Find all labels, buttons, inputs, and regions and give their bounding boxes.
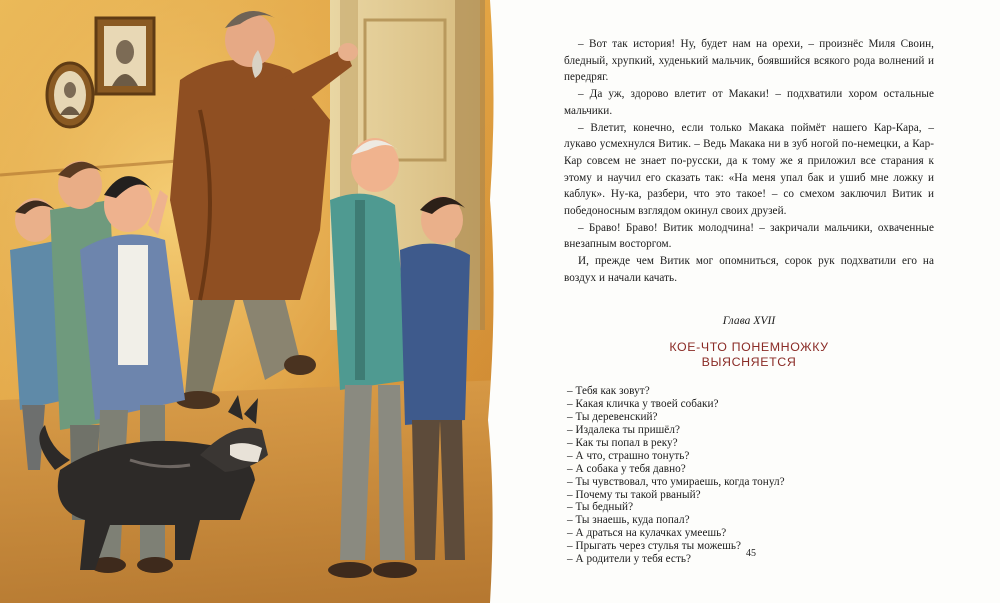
paragraph: – Браво! Браво! Витик молодчина! – закричали мальчики, охваченные внезапным восторгом.: [564, 221, 934, 251]
chapter-title-line: КОЕ-ЧТО ПОНЕМНОЖКУ: [669, 340, 829, 355]
text-page: [502, 0, 1000, 603]
question-list: [564, 385, 934, 566]
chapter-label: Глава XVII: [722, 314, 776, 327]
chapter-title-line: ВЫЯСНЯЕТСЯ: [701, 355, 797, 370]
question-line: – Ты деревенский?: [567, 411, 658, 424]
paragraph: – Влетит, конечно, если только Макака поймёт нашего Кар-Кара, – лукаво усмехнулся Витик. – Ведь Макака ни в зуб ногой по-немецки, а Кар-Кар совсем не знает по-русски, да к тому же я приложил все старания к этому и научил его сказать так: «На меня упал бак и ушиб мне ложку и каблук». Ну-ка, разбери, что это такое! – со смехом заключил Витик и победоносным взглядом окинул своих друзей.: [564, 121, 934, 218]
question-line: – А драться на кулачках умеешь?: [567, 527, 727, 540]
portrait-frame-icon: [96, 18, 154, 94]
chapter-title: [564, 340, 934, 370]
question-line: – Издалека ты пришёл?: [567, 423, 680, 436]
question-line: – А родители у тебя есть?: [567, 553, 692, 566]
question-line: – Как ты попал в реку?: [567, 436, 678, 449]
question-line: – Прыгать через стулья ты можешь?: [567, 540, 742, 553]
question-line: – Какая кличка у твоей собаки?: [567, 398, 719, 411]
text-column: [564, 36, 934, 566]
paragraph: – Да уж, здорово влетит от Макаки! – подхватили хором остальные мальчики.: [564, 88, 934, 117]
question-line: – Ты знаешь, куда попал?: [567, 514, 690, 527]
oval-portrait-icon: [47, 63, 93, 127]
question-line: – Почему ты такой рваный?: [567, 488, 701, 501]
question-line: – Тебя как зовут?: [567, 385, 650, 398]
question-line: – А что, страшно тонуть?: [567, 449, 690, 462]
paragraph: И, прежде чем Витик мог опомниться, сорок рук подхватили его на воздух и начали качать.: [564, 255, 934, 284]
question-line: – Ты бедный?: [567, 501, 634, 514]
paragraph: – Вот так история! Ну, будет нам на орехи, – произнёс Миля Своин, бледный, хрупкий, худенький мальчик, боявшийся всякого рода волнений и передряг.: [564, 38, 934, 84]
question-line: – Ты чувствовал, что умираешь, когда тонул?: [567, 475, 785, 488]
question-line: – А собака у тебя давно?: [567, 462, 686, 475]
page-number: 45: [746, 548, 756, 559]
